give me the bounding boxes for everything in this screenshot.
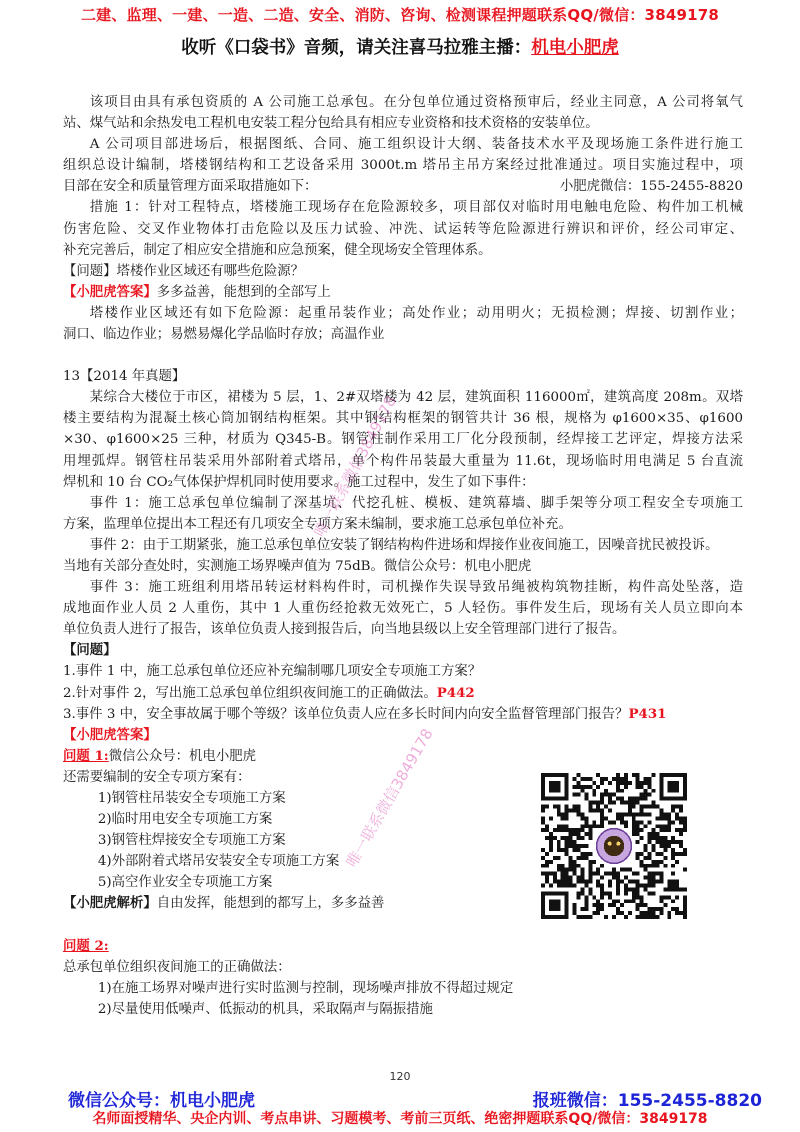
analysis-text: 自由发挥，能想到的都写上，多多益善	[156, 896, 385, 912]
audio-notice-prefix: 收听《口袋书》音频，请关注喜马拉雅主播：	[181, 38, 532, 58]
answer-1-wechat: 微信公众号：机电小肥虎	[108, 748, 257, 764]
case-line-4: 用埋弧焊。钢管柱吊装采用外部附着式塔吊，单个构件吊装最大重量为 11.6t，现场临时用电满足 5 台直流	[63, 453, 743, 469]
answer-1-item-2: 2)临时用电安全专项施工方案	[97, 812, 273, 828]
question-2	[63, 683, 743, 704]
para-2-line-2: 组织总设计编制，塔楼钢结构和工艺设备采用 3000t.m 塔吊主吊方案经过批准通过。项目实施过程中，项	[63, 158, 743, 174]
event-3-line-1: 事件 3：施工班组利用塔吊转运材料构件时，司机操作失误导致吊绳被构筑物挂断，构件高处坠落，造	[89, 580, 743, 596]
answer-a-heading	[63, 282, 743, 303]
answer-2-item-2: 2)尽量使用低噪声、低振动的机具，采取隔声与隔振措施	[97, 1001, 433, 1017]
question-2-page-ref: P442	[436, 684, 475, 701]
footer-ad-line: 名师面授精华、央企内训、考点串讲、习题模考、考前三页纸、绝密押题联系QQ/微信：3849178	[92, 1111, 708, 1127]
answer-a-line-2: 洞口、临边作业；易燃易爆化学品临时存放；高温作业	[63, 327, 385, 343]
para-2-line-3	[63, 176, 743, 197]
top-ad-line: 二建、监理、一建、一造、二造、安全、消防、咨询、检测课程押题联系QQ/微信：3849178	[80, 6, 720, 24]
watermark-upper: 唯一联系微信3849178	[310, 393, 401, 540]
case-line-5: 焊机和 10 台 CO₂气体保护焊机同时使用要求。施工过程中，发生了如下事件：	[63, 474, 535, 490]
case-line-1: 某综合大楼位于市区，裙楼为 5 层，1、2#双塔楼为 42 层，建筑面积 116000㎡，建筑高度 208m。双塔	[89, 390, 743, 406]
audio-host-name[interactable]: 机电小肥虎	[531, 38, 619, 58]
answer-2-item-1: 1)在施工场界对噪声进行实时监测与控制，现场噪声排放不得超过规定	[97, 980, 514, 996]
answer-1-item-1: 1)钢管柱吊装安全专项施工方案	[97, 791, 286, 806]
measure-1-line-1: 措施 1：针对工程特点，塔楼施工现场存在危险源较多，项目部仅对临时用电触电危险、构件加工机械	[89, 200, 743, 216]
event-1-line-2: 方案，监理单位提出本工程还有几项安全专项方案未编制，要求施工总承包单位补充。	[63, 516, 572, 532]
answer-1-intro: 还需要编制的安全专项方案有：	[63, 769, 251, 785]
para-1-line-1: 该项目由具有承包资质的 A 公司施工总承包。在分包单位通过资格预审后，经业主同意，A 公司将氧气	[89, 95, 743, 110]
answer-1-label: 问题 1:	[63, 747, 109, 764]
page-number: 120	[389, 1070, 411, 1083]
analysis-label: 【小肥虎解析】	[63, 895, 157, 912]
answer-1-item-3: 3)钢管柱焊接安全专项施工方案	[97, 833, 286, 849]
para-2-line-1: A 公司项目部进场后，根据图纸、合同、施工组织设计大纲、装备技术水平及现场施工条件进行施工	[89, 137, 743, 153]
question-1: 1.事件 1 中，施工总承包单位还应补充编制哪几项安全专项施工方案？	[63, 664, 482, 680]
event-3-line-2: 成地面作业人员 2 人重伤，其中 1 人重伤经抢救无效死亡，5 人轻伤。事件发生后，现场有关人员立即向本	[63, 601, 743, 617]
watermark-lower: 唯一联系微信3849178	[342, 725, 437, 871]
question-2-text: 2.针对事件 2，写出施工总承包单位组织夜间施工的正确做法。	[63, 685, 437, 701]
answers-heading: 【小肥虎答案】	[63, 726, 157, 743]
case-title: 13【2014 年真题】	[63, 369, 186, 385]
footer-enroll-wechat: 报班微信：155-2455-8820	[532, 1091, 762, 1111]
question-hazards: 【问题】塔楼作业区域还有哪些危险源？	[63, 263, 305, 279]
answer-2-intro: 总承包单位组织夜间施工的正确做法：	[63, 959, 291, 975]
event-2-line-2: 当地有关部分查处时，实测施工场界噪声值为 75dB。微信公众号：机电小肥虎	[63, 558, 532, 574]
footer-official-account: 微信公众号：机电小肥虎	[68, 1091, 255, 1111]
event-3-line-3: 单位负责人进行了报告，该单位负责人接到报告后，向当地县级以上安全管理部门进行了报告。	[63, 622, 626, 638]
questions-heading: 【问题】	[63, 642, 117, 659]
answer-1-item-5: 5)高空作业安全专项施工方案	[97, 875, 273, 891]
audio-notice	[0, 34, 800, 59]
answer-a-note: 多多益善，能想到的全部写上	[156, 284, 331, 300]
answer-a-line-1: 塔楼作业区域还有如下危险源：起重吊装作业；高处作业；动用明火；无损检测；焊接、切割作业；	[89, 305, 743, 321]
case-line-3: ×30、φ1600×25 三种，材质为 Q345-B。钢管柱制作采用工厂化分段预制，经焊接工艺评定，焊接方法采	[63, 432, 743, 448]
qr-code	[541, 773, 687, 919]
case-line-2: 楼主要结构为混凝土核心筒加钢结构框架。其中钢结构框架的钢管共计 36 根，规格为 φ1600×35、φ1600	[63, 411, 743, 427]
answer-1-item-4: 4)外部附着式塔吊安装安全专项施工方案	[97, 854, 340, 870]
event-1-line-1: 事件 1：施工总承包单位编制了深基坑、代挖孔桩、模板、建筑幕墙、脚手架等分项工程安全专项施工	[89, 495, 743, 511]
answer-2-label: 问题 2:	[63, 937, 109, 954]
inline-wechat-contact: 小肥虎微信：155-2455-8820	[559, 179, 743, 195]
measure-1-line-2: 伤害危险、交叉作业物体打击危险以及压力试验、冲洗、试运转等危险源进行辨识和评价，经公司审定、	[63, 221, 743, 237]
question-3	[63, 704, 743, 725]
question-3-page-ref: P431	[628, 705, 667, 722]
event-2-line-1: 事件 2：由于工期紧张，施工总承包单位安装了钢结构构件进场和焊接作业夜间施工，因噪音扰民被投诉。	[89, 537, 719, 553]
para-2-line-3-text: 目部在安全和质量管理方面采取措施如下：	[63, 179, 318, 195]
answer-1-heading	[63, 746, 743, 767]
answer-a-label: 【小肥虎答案】	[63, 283, 157, 300]
para-1-line-2: 站、煤气站和余热发电工程机电安装工程分包给具有相应专业资格和技术资格的安装单位。	[63, 116, 599, 132]
question-3-text: 3.事件 3 中，安全事故属于哪个等级？该单位负责人应在多长时间内向安全监督管理部门报告？	[63, 706, 629, 722]
answer-2-heading	[63, 936, 743, 957]
measure-1-line-3: 补充完善后，制定了相应安全措施和应急预案，健全现场安全管理体系。	[63, 242, 492, 258]
